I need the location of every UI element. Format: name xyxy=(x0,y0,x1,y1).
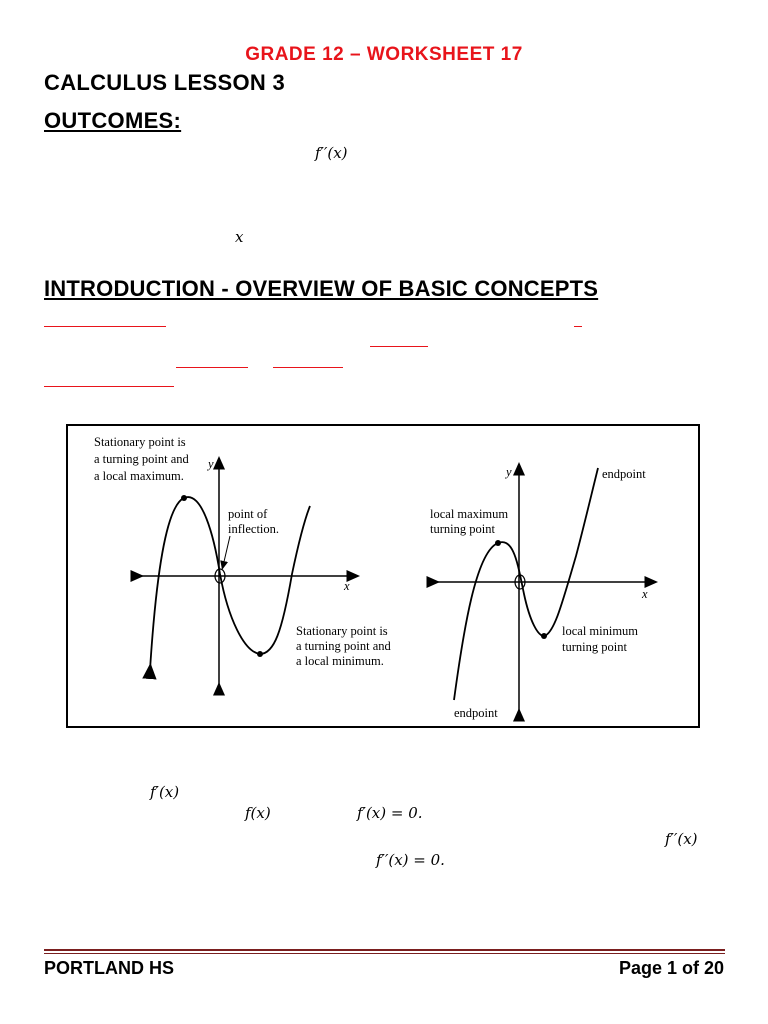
turning-points-figure xyxy=(66,424,700,728)
left-y-label: y xyxy=(208,457,214,471)
right-y-label: y xyxy=(506,465,512,479)
footer-rule-thin xyxy=(44,953,725,954)
f-double-prime-expression: f′′(x) xyxy=(665,830,698,848)
left-max-label-2: a turning point and xyxy=(94,452,189,466)
left-local-max-point xyxy=(181,495,187,501)
right-max-label-2: turning point xyxy=(430,522,495,536)
left-graph xyxy=(94,435,392,688)
underline-mark xyxy=(273,367,343,368)
outcome-x-variable: x xyxy=(235,228,244,246)
inflection-label-1: point of xyxy=(228,507,268,521)
left-max-label-3: a local maximum. xyxy=(94,469,184,483)
introduction-heading: INTRODUCTION - OVERVIEW OF BASIC CONCEPTS xyxy=(44,276,599,301)
right-graph xyxy=(430,465,652,720)
outcome-f-double-prime: f′′(x) xyxy=(315,144,348,162)
right-local-min-point xyxy=(541,633,547,639)
school-name: PORTLAND HS xyxy=(44,958,174,978)
inflection-pointer xyxy=(223,536,230,566)
underline-mark xyxy=(176,367,248,368)
left-min-label-1: Stationary point is xyxy=(296,624,388,638)
right-x-label: x xyxy=(642,587,648,601)
underline-mark xyxy=(44,326,166,327)
left-max-label-1: Stationary point is xyxy=(94,435,186,449)
right-min-label-1: local minimum xyxy=(562,624,639,638)
right-max-label-1: local maximum xyxy=(430,507,509,521)
footer-rule xyxy=(44,949,725,951)
f-of-x-expression: f(x) xyxy=(245,804,271,822)
left-local-min-point xyxy=(257,651,263,657)
graphs-svg xyxy=(68,426,698,726)
right-min-label-2: turning point xyxy=(562,640,627,654)
right-local-max-point xyxy=(495,540,501,546)
right-cubic-curve xyxy=(454,468,598,700)
f-double-prime-zero-equation: f′′(x) = 0. xyxy=(376,851,445,869)
underline-mark xyxy=(44,386,174,387)
outcomes-heading: OUTCOMES: xyxy=(44,108,182,133)
right-endpoint-top-label: endpoint xyxy=(602,467,646,481)
underline-mark xyxy=(574,326,582,327)
lesson-heading: CALCULUS LESSON 3 xyxy=(44,70,286,95)
page-number: Page 1 of 20 xyxy=(618,958,724,978)
f-prime-expression: f′(x) xyxy=(150,783,180,801)
left-min-label-3: a local minimum. xyxy=(296,654,384,668)
left-min-label-2: a turning point and xyxy=(296,639,391,653)
f-prime-zero-equation: f′(x) = 0. xyxy=(357,804,423,822)
underline-mark xyxy=(370,346,428,347)
left-x-label: x xyxy=(344,579,350,593)
inflection-label-2: inflection. xyxy=(228,522,280,536)
worksheet-title: GRADE 12 – WORKSHEET 17 xyxy=(245,44,523,65)
right-endpoint-bottom-label: endpoint xyxy=(454,706,498,720)
